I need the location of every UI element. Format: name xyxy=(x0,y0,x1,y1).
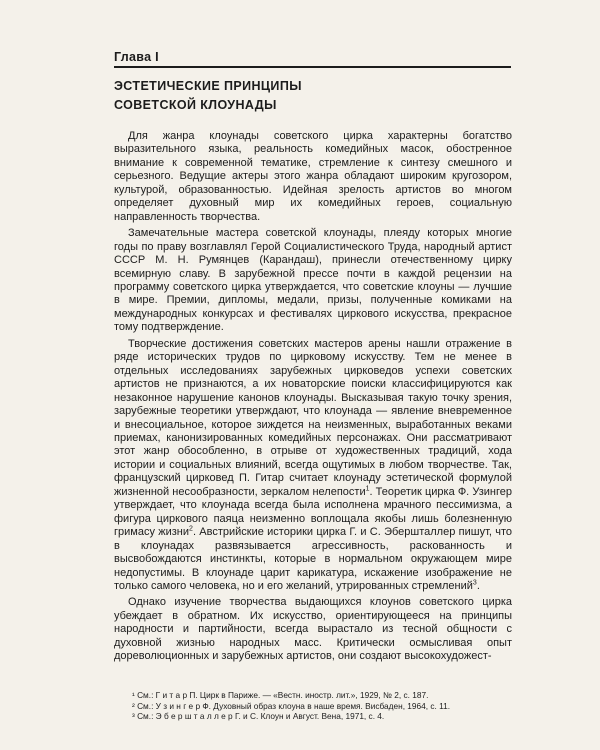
header-rule xyxy=(114,66,511,68)
footnote-ref-2: 2 xyxy=(189,525,193,533)
footnote-3: ³ См.: Э б е р ш т а л л е р Г. и С. Клоун и Август. Вена, 1971, с. 4. xyxy=(132,711,385,721)
section-title-line-1: ЭСТЕТИЧЕСКИЕ ПРИНЦИПЫ xyxy=(114,79,302,93)
paragraph-3-part-d: . xyxy=(476,579,480,592)
paragraph-4: Однако изучение творчества выдающихся клоунов советского цирка убеждает в обратном. Их искусство, ориентирующееся на принципы народности и партийности, всегда вырастало из тесной общности с духовной жизнью народных масс. Критически осмысливая опыт дореволюционных и зарубежных артистов, они создают высокохудожест- xyxy=(114,596,512,663)
chapter-heading: Глава I xyxy=(114,50,159,64)
paragraph-3-part-c: . Австрийские историки цирка Г. и С. Эбершталлер пишут, что в клоунадах развязывается агрессивность, раскованность и высвобождаются инстинкты, которые в нормальном окружающем мире недопустимы. В клоунаде царит карикатура, искажение изображение не только самого человека, но и его желаний, утрированных стремлений xyxy=(114,526,512,592)
body-text xyxy=(114,130,512,664)
paragraph-2: Замечательные мастера советской клоунады, плеяду которых многие годы по праву возглавлял Герой Социалистического Труда, народный артист СССР М. Н. Румянцев (Карандаш), принесли отечественному цирку всемирную славу. В зарубежной прессе почти в каждой рецензии на программу советского цирка утверждается, что советские клоуны — лучшие в мире. Премии, дипломы, медали, призы, полученные комиками на международных конкурсах и фестивалях циркового искусства, прекрасное тому подтверждение. xyxy=(114,227,512,334)
footnote-ref-1: 1 xyxy=(365,485,370,493)
paragraph-3 xyxy=(114,338,512,594)
paragraph-3-part-a: Творческие достижения советских мастеров арены нашли отражение в ряде исторических трудов по цирковому искусству. Тем не менее в отдельных исследованиях зарубежных цирковедов успехи советских артистов не признаются, а их новаторские поиски классифицируются как незаконное нарушение канонов клоунады. Высказывая такую точку зрения, зарубежные теоретики утверждают, что клоунада — явление вневременное и внесоциальное, которое зиждется на неизменных, выработанных веками приемах, канонизированных комедийных персонажах. Они рассматривают этот жанр обособленно, в отрыве от художественных традиций, хода истории и социальных влияний, всегда ощутимых в любом творчестве. Так, французский цирковед П. Гитар считает клоунаду эстетической формулой жизненной несообразности, зеркалом нелепости xyxy=(114,337,512,498)
section-title xyxy=(114,77,302,115)
footnote-1: ¹ См.: Г и т а р П. Цирк в Париже. — «Вестн. иностр. лит.», 1929, № 2, с. 187. xyxy=(132,690,429,700)
paragraph-3-part-b: . Теоретик цирка Ф. Узингер утверждает, что клоунада всегда была исполнена мрачного пессимизма, а фигура циркового паяца неизменно воплощала якобы лишь болезненную гримасу жизни xyxy=(114,485,512,539)
paragraph-1: Для жанра клоунады советского цирка характерны богатство выразительного языка, реальность комедийных масок, обостренное внимание к современной тематике, стремление к синтезу смешного и серьезного. Ведущие актеры этого жанра обладают широким кругозором, культурой, образованностью. Идейная зрелость артистов во многом определяет духовный мир их комедийных героев, социальную направленность творчества. xyxy=(114,130,512,223)
footnote-ref-3: 3 xyxy=(472,579,477,587)
section-title-line-2: СОВЕТСКОЙ КЛОУНАДЫ xyxy=(114,98,277,112)
footnote-2: ² См.: У з и н г е р Ф. Духовный образ клоуна в наше время. Висбаден, 1964, с. 11. xyxy=(132,700,451,711)
footnotes xyxy=(114,690,512,722)
